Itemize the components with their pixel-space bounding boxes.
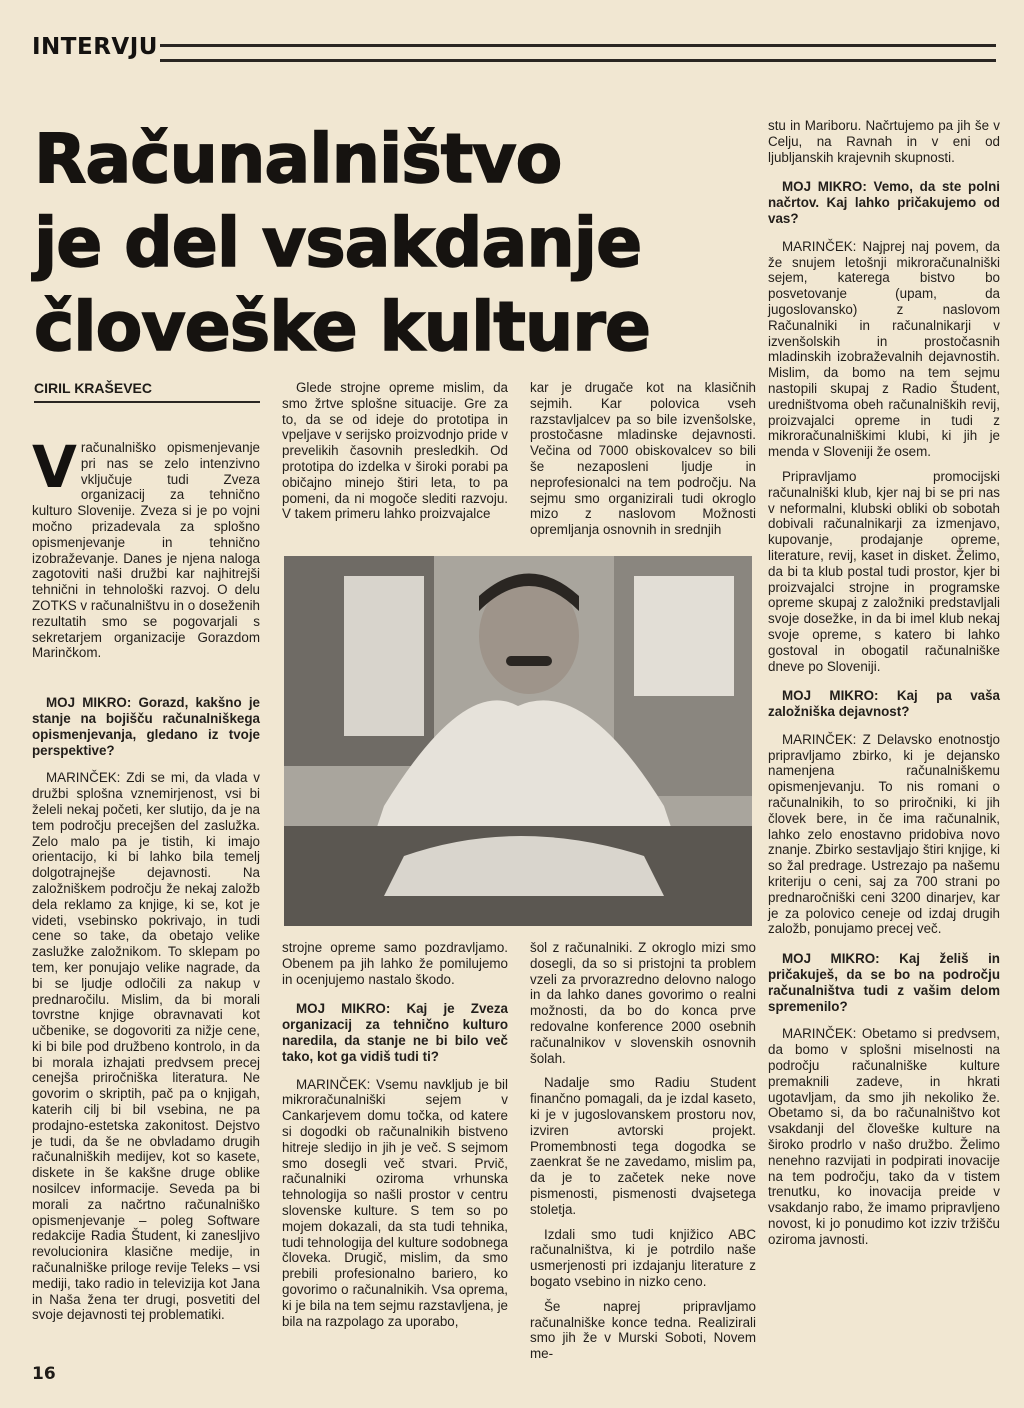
answer-3b: Pripravljamo promocijski računalniški klub, kjer naj bi se pri nas v neformalni, klubski obliki ob sobotah dobivali računalnikarji za izmenjavo, kupovanje, prodajanje opreme, literature, revij, kaset in disket. Želimo, da bi ta klub postal tudi prostor, kjer bi proizvajalci strojne in programske opreme skupaj z založniki predstavljali svoje dosežke, in da bi imel klub nekaj svoje opreme, s katero bi lahko gostoval in obogatil računalniške dneve po Sloveniji. — [768, 468, 1000, 674]
question-2: MOJ MIKRO: Kaj je Zveza organizacij za tehnično kulturo naredila, da stanje ne bi bilo več tako, kot ga vidiš tudi ti? — [282, 1001, 508, 1064]
question-3: MOJ MIKRO: Vemo, da ste polni načrtov. Kaj lahko pričakujemo od vas? — [768, 179, 1000, 226]
question-5: MOJ MIKRO: Kaj želiš in pričakuješ, da se bo na področju računalništva tudi z vašim delom spremenilo? — [768, 951, 1000, 1014]
answer-4: MARINČEK: Z Delavsko enotnostjo pripravljamo zbirko, ki je dejansko namenjena računalniškemu opismenjevanju. To nis romani o računalnikih, to so priročniki, ki jih človek bere, in če ima računalnik, lahko zelo enostavno pridobiva novo znanje. Zbirko sestavljajo štiri knjige, ki so žal predrage. Ustrezajo pa našemu kriteriju o ceni, saj za 700 strani po prednaročniški ceni 3200 dinarjev, kar je za polovico ceneje od izdaj drugih založb, ponujamo precej več. — [768, 731, 1000, 937]
column-3-top — [530, 380, 756, 547]
paragraph-weekends: Še naprej pripravljamo računalniške konce tedna. Realizirali smo jih že v Murski Soboti, Novem me- — [530, 1298, 756, 1362]
paragraph-hardware: Glede strojne opreme mislim, da smo žrtve splošne situacije. Gre za to, da se od ideje do prototipa in vpeljave v serijsko proizvodnjo pride v prevelikih časovnih presledkih. Od prototipa do izdelka v široki porabi pa običajno minejo štiri leta, to pa pomeni, da ni mogoče slediti razvoju. V takem primeru lahko proizvajalce — [282, 380, 508, 522]
portrait-photo-icon — [284, 556, 752, 926]
column-2-top — [282, 380, 508, 531]
byline: CIRIL KRAŠEVEC — [34, 380, 260, 403]
paragraph-radio: Nadalje smo Radiu Student finančno pomagali, da je izdal kaseto, ki je v jugoslovanskem prostoru nov, izviren avtorski projekt. Promembnosti tega dogodka se zaenkrat še ne zavedamo, mislim pa, da je to začetek neke nove pismenosti, pismenosti dvajsetega stoletja. — [530, 1075, 756, 1217]
question-1: MOJ MIKRO: Gorazd, kakšno je stanje na bojišču računalniškega opismenjevanja, gledano iz tvoje perspektive? — [32, 695, 260, 758]
headline-line-1: Računalništvo — [34, 120, 562, 199]
question-4: MOJ MIKRO: Kaj pa vaša založniška dejavnost? — [768, 688, 1000, 720]
section-label: INTERVJU — [32, 34, 158, 60]
paragraph-cities: stu in Mariboru. Načrtujemo pa jih še v Celju, na Ravnah in v eni od ljubljanskih krajevnih skupnosti. — [768, 118, 1000, 165]
paragraph-damage: strojne opreme samo pozdravljamo. Obenem pa jih lahko že pomilujemo in ocenjujemo nastalo škodo. — [282, 940, 508, 987]
answer-2: MARINČEK: Vsemu navkljub je bil mikroračunalniški sejem v Cankarjevem domu točka, od katere si dogodki ob računalnikih bistveno hitreje sledijo in jih je več. S sejmom smo dosegli več stvari. Prvič, računalniki oziroma vrhunska tehnologija so našli prostor v centru slovenske kulture. S tem so po mojem dokazali, da sta tudi tehnika, tudi tehnologija del kulture sodobnega človeka. Drugič, mislim, da smo prebili profesionalno bariero, ko govorimo o računalnikih. Vsa oprema, ki je bila na tem sejmu razstavljena, je bila na razpolago za uporabo, — [282, 1076, 508, 1329]
column-4 — [768, 118, 1000, 1257]
drop-cap: V — [32, 433, 77, 501]
headline-line-3: človeške kulture — [34, 288, 650, 367]
answer-1: MARINČEK: Zdi se mi, da vlada v družbi splošna vznemirjenost, vsi bi želeli nekaj početi, ker slutijo, da je na tem področju precejšen del zaslužka. Zelo malo pa je tistih, ki imajo orientacijo, ki bi lahko bila temelj dolgotrajnejše dejavnosti. Na založniškem področju že nekaj založb dela reklamo za knjige, ki se, kot je videti, vsebinsko pokrivajo, in tudi cene so take, da obetajo velike zaslužke založnikom. To sklepam po tem, ker ponujajo velike nagrade, da bi se ljudje odločili za nakup v prednaročilu. Mislim, da bi morali tovrstne knjige obravnavati kot učbenike, se dogovoriti za nižje cene, ki bi bile pod družbeno kontrolo, in da bi morala izhajati predvsem precej cenejša priročniška literatura. Ne govorim o skriptih, pač pa o knjigah, katerih cilj bi bil vsebina, ne pa prodajno-estetska zakonitost. Dejstvo je tudi, da še ne obvladamo drugih računalniških medijev, kot so kasete, diskete in še kakšne druge oblike nosilcev informacije. Seveda pa bi morali za načrtno računalniško opismenjevanje – poleg Software redakcije Radia Študent, ki zanesljivo revolucionira klasične medije, in računalniške priloge revije Teleks – vsi mediji, tako radio in televizija kot Jana in Naša žena ter drugi, posvetiti del svoje dejavnosti tej problematiki. — [32, 770, 260, 1323]
answer-5: MARINČEK: Obetamo si predvsem, da bomo v splošni miselnosti na področju računalniške kulture premaknili zadeve, in hkrati ugotavljam, da smo jih nekoliko že. Obetamo si, da bo računalništvo kot vsakdanji del človeške kulture na široko prodrlo v našo družbo. Želimo nenehno razvijati in podpirati inovacije na tem področju, tako da v tistem trenutku, ko inovacija preide v vsakdanjo rabo, že imamo pripravljeno novost, ki jo ponudimo kot izziv tržišču oziroma javnosti. — [768, 1026, 1000, 1247]
paragraph-booklet: Izdali smo tudi knjižico ABC računalništva, ki je potrdilo naše usmerjenosti pri izdajanju literature z bogato vsebino in nizko ceno. — [530, 1226, 756, 1289]
page-number: 16 — [32, 1364, 56, 1384]
headline-line-2: je del vsakdanje — [34, 204, 642, 283]
column-1 — [32, 433, 260, 1332]
portrait-photo — [284, 556, 752, 926]
column-3-bottom — [530, 940, 756, 1371]
paragraph-schools: šol z računalniki. Z okroglo mizi smo dosegli, da so si pristojni ta problem vzeli za prvorazredno delovno nalogo in da lahko danes govorimo o realni možnosti, da bo do konca prve redovalne konference 2000 osebnih računalnikov v slovenskih osnovnih šolah. — [530, 940, 756, 1066]
intro-text: računalniško opismenjevanje pri nas se zelo intenzivno vključuje tudi Zveza organizacij za tehnično kulturo Slovenije. Zveza si je po vojni močno prizadevala za splošno opismenjevanje in tehnično izobraževanje. Danes je njena naloga zagotoviti naši družbi kar najhitrejši tehnični in tehnološki razvoj. O delu ZOTKS v računalništvu in o doseženih rezultatih smo se pogovarjali s sekretarjem organizacije Gorazdom Marinčkom. — [32, 440, 260, 661]
headline — [34, 118, 744, 370]
section-rule — [160, 44, 996, 62]
answer-3: MARINČEK: Najprej naj povem, da že snujem letošnji mikroračunalniški sejem, katerega bistvo bo posvetovanje (upam, da jugoslovansko) z naslovom Računalniki in računalnikarji v izvenšolskih in prostočasnih mladinskih izobraževalnih dejavnostih. Mislim, da bomo na tem sejmu nastopili skupaj z Radio Študent, uredništvoma obeh računalniških revij, proizvajalci opreme in tudi z mikroračunalniškimi klubi, ki jih je menda v Sloveniji že osem. — [768, 238, 1000, 460]
column-2-bottom — [282, 940, 508, 1338]
paragraph-fair: kar je drugače kot na klasičnih sejmih. Kar polovica vseh razstavljalcev pa so bile izvenšolske, prostočasne mladinske dejavnosti. Večina od 7000 obiskovalcev so bili še nezaposleni ljudje in neprofesionalci na tem področju. Na sejmu smo organizirali tudi okroglo mizo z naslovom Možnosti opremljanja osnovnih in srednjih — [530, 380, 756, 538]
intro-paragraph — [32, 433, 260, 661]
